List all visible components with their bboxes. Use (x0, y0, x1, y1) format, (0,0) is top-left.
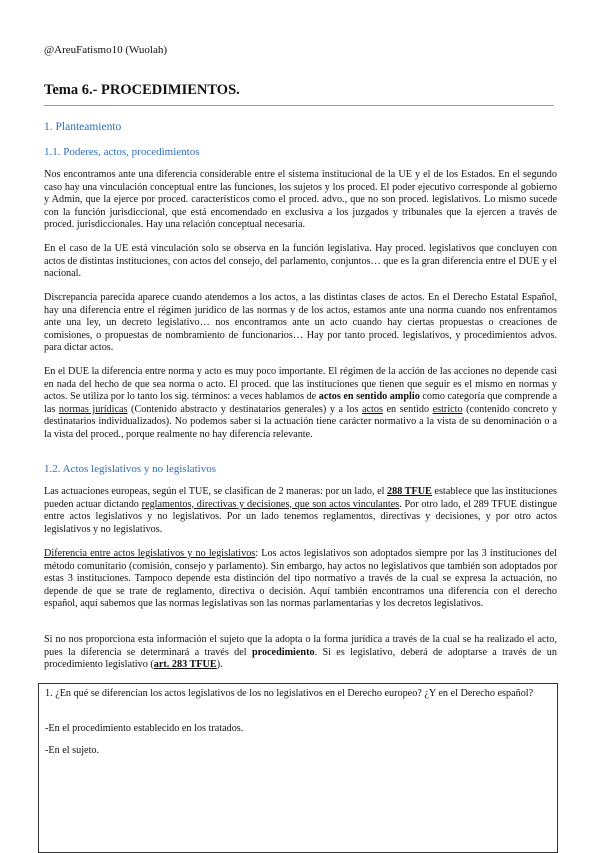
paragraph-2: En el caso de la UE está vinculación solo se observa en la función legislativa. Hay proced. legislativos que concluyen con actos de distintas instituciones, con actos del consejo, del parlamento, conjuntos… que es la gran diferencia entre el DUE y el nacional. (44, 243, 557, 280)
answer-2: -En el sujeto. (45, 745, 100, 756)
term-actos-sentido-amplio: actos en sentido amplio (318, 391, 420, 403)
paragraph-6 (44, 548, 557, 611)
paragraph-6-text-1: : Los actos legislativos son adoptados siempre por las 3 instituciones del método comunitario (comisión, consejo y parlamento). Sin embargo, hay actos no legislativos que también son adoptados por estas 3 instituciones. Tampoco depende esta distinción del tipo normativo a través de la cual se expresa la actuación, no depende de que se trate de reglamento, directiva o decisión. Aquí también encontramos una diferencia con el derecho español, aquí sabemos que las normas legislativas son las normas parlamentarias y los decretos legislativos. (44, 548, 557, 610)
term-normas-juridicas: normas jurídicas (58, 403, 128, 415)
paragraph-7-text-1: Si no nos proporciona esta información el sujeto que la adopta o la forma jurídica a través de la cual se ha realizado el acto, pues la diferencia se determinará a través del (44, 634, 557, 658)
paragraph-1: Nos encontramos ante una diferencia considerable entre el sistema institucional de la UE y el de los Estados. En el segundo caso hay una vinculación conceptual entre las funciones, los sujetos y los proced. El poder ejecutivo corresponde al gobierno y Admin, que la ejerce por proced. característicos como el proced. advo., que no son proced. legislativos. Lo mismo sucede con la función jurisdiccional, que está encomendado en exclusiva a los juzgados y tribunales que la ejercen a través de proced. jurisdiccionales. Hay una relación conceptual necesaria. (44, 169, 557, 231)
paragraph-5-text-2: establece que las instituciones pueden actuar dictando (44, 486, 557, 510)
term-actos: actos (361, 403, 383, 415)
paragraph-4-text-1: En el DUE la diferencia entre norma y acto es muy poco importante. El régimen de la acción de las acciones no depende casi en nada del hecho de que sea norma o acto. El proced. que las instituciones que tienen que seguir es el mismo en normas y actos. Se utiliza por lo tanto los sig. términos: a veces hablamos de (44, 366, 557, 403)
term-diferencia-actos: Diferencia entre actos legislativos y no legislativos (44, 548, 256, 559)
paragraph-5 (44, 486, 557, 536)
title-divider (44, 105, 554, 106)
paragraph-4-text-4: en sentido (382, 403, 433, 415)
paragraph-4-text-2: como categoría que comprende a las (44, 391, 557, 415)
paragraph-7-text-2: . Si es legislativo, deberá de adoptarse a través de un procedimiento legislativo ( (44, 646, 557, 671)
question-1: 1. ¿En qué se diferencian los actos legislativos de los no legislativos en el Derecho europeo? ¿Y en el Derecho español? (45, 688, 534, 699)
paragraph-5-text-1: Las actuaciones europeas, según el TUE, se clasifican de 2 maneras: por un lado, el (44, 486, 388, 497)
subsection-heading-actos-legislativos: 1.2. Actos legislativos y no legislativos (44, 463, 217, 475)
question-box (38, 683, 558, 853)
term-procedimiento: procedimiento (251, 646, 315, 658)
paragraph-4-text-3: (Contenido abstracto y destinatarios generales) y a los (127, 403, 362, 415)
section-heading-planteamiento: 1. Planteamiento (44, 121, 122, 133)
paragraph-5-text-3: . Por otro lado, el 289 TFUE distingue entre actos legislativos y no legislativos. Por un lado tenemos reglamentos, directivas y decisiones, y por otro actos legislativos y no legislativos. (44, 498, 557, 535)
author-handle: @AreuFatismo10 (Wuolah) (44, 44, 168, 56)
term-estricto: estricto (432, 403, 463, 415)
subsection-heading-poderes: 1.1. Poderes, actos, procedimientos (44, 146, 200, 158)
paragraph-3: Discrepancia parecida aparece cuando atendemos a los actos, a las distintas clases de actos. En el Derecho Estatal Español, hay una diferencia entre el régimen jurídico de las normas y de los actos, estamos ante una norma cuando nos enfrentamos ante una ley, un decreto legislativo… nos encontramos ante un acto cuando hay ciertas propuestas o creaciones de comisiones, o propuestas de nombramiento de funcionarios… Hay por tanto proced. legislativos, y procedimientos advos. para dictar actos. (44, 292, 557, 354)
paragraph-7-text-3: ). (216, 659, 223, 671)
paragraph-7 (44, 634, 557, 672)
page-title: Tema 6.- PROCEDIMIENTOS. (44, 82, 240, 98)
term-reglamentos-directivas-decisiones: reglamentos, directivas y decisiones, que son actos vinculantes (141, 498, 400, 510)
paragraph-4 (44, 366, 557, 442)
ref-art-283-tfue: art. 283 TFUE (153, 659, 217, 671)
ref-288-tfue: 288 TFUE (387, 486, 432, 497)
answer-1: -En el procedimiento establecido en los tratados. (45, 723, 244, 734)
paragraph-4-text-5: (contenido concreto y destinatarios individualizados). No podemos saber si la actuación tiene carácter normativo a la vista de su denominación o a la vista del proced., porque realmente no hay diferencia relevante. (44, 403, 557, 440)
